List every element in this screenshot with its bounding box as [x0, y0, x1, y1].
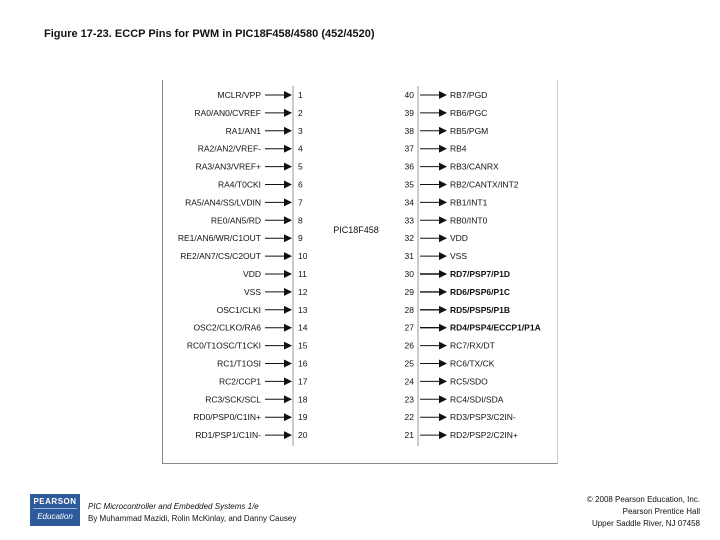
right-pin-number: 29: [404, 286, 414, 297]
left-pin-label: RA5/AN4/SS/LVDIN: [185, 197, 261, 208]
logo-top-text: PEARSON: [33, 497, 77, 506]
left-pin-label: MCLR/VPP: [217, 90, 261, 100]
left-pin-label: RA2/AN2/VREF-: [197, 143, 261, 154]
right-pin-label: RB0/INT0: [450, 215, 488, 226]
left-pin-number: 11: [298, 269, 307, 279]
left-pin-number: 5: [298, 161, 303, 172]
right-pin-label: RB1/INT1: [450, 197, 488, 208]
logo-bottom-text: Education: [37, 512, 73, 521]
book-title: PIC Microcontroller and Embedded Systems 1/e: [88, 502, 259, 511]
right-pin-number: 33: [404, 215, 414, 226]
left-pin-label: VSS: [243, 286, 261, 297]
left-pin-label: RA1/AN1: [225, 125, 261, 136]
right-pin-label: RD6/PSP6/P1C: [450, 286, 510, 297]
right-pin-number: 37: [404, 143, 414, 154]
left-pin-number: 13: [298, 304, 308, 315]
right-pin-label: RD4/PSP4/ECCP1/P1A: [450, 322, 541, 333]
right-pin-number: 24: [404, 376, 414, 387]
right-pin-label: VSS: [450, 251, 468, 262]
right-pin-label: RB5/PGM: [450, 125, 489, 136]
left-pin-number: 4: [298, 143, 303, 154]
left-pin-label: RC2/CCP1: [218, 376, 261, 387]
right-pin-label: RC6/TX/CK: [450, 358, 495, 369]
right-pin-number: 34: [404, 197, 414, 208]
right-pin-label: VDD: [450, 233, 468, 244]
right-pin-number: 25: [404, 358, 414, 369]
right-pin-number: 21: [404, 430, 414, 441]
left-pin-label: RD1/PSP1/C1IN-: [195, 430, 261, 441]
right-pin-label: RB2/CANTX/INT2: [450, 179, 519, 190]
left-pin-label: RA0/AN0/CVREF: [194, 107, 261, 118]
right-pin-number: 26: [404, 340, 414, 351]
right-pin-label: RB7/PGD: [450, 90, 488, 100]
left-pin-label: RA4/T0CKI: [218, 179, 261, 190]
left-pin-number: 17: [298, 376, 308, 387]
left-pin-label: RC0/T1OSC/T1CKI: [186, 340, 261, 351]
left-pin-number: 12: [298, 286, 308, 297]
left-pin-number: 9: [298, 233, 303, 244]
publisher-address: Upper Saddle River, NJ 07458: [591, 519, 700, 528]
right-pin-number: 31: [404, 251, 414, 262]
footer-right: [587, 494, 700, 530]
right-pin-number: 39: [404, 107, 414, 118]
right-pin-number: 23: [404, 394, 414, 405]
right-pin-label: RB6/PGC: [450, 107, 488, 118]
right-pin-number: 28: [404, 304, 414, 315]
left-pin-label: RE1/AN6/WR/C1OUT: [177, 233, 261, 244]
left-pin-label: RC1/T1OSI: [217, 358, 261, 369]
right-pin-number: 40: [404, 90, 414, 100]
right-pin-label: RD2/PSP2/C2IN+: [450, 430, 518, 441]
left-pin-label: RC3/SCK/SCL: [205, 394, 261, 405]
left-pin-number: 1: [298, 90, 303, 100]
right-pin-label: RD5/PSP5/P1B: [450, 304, 510, 315]
copyright-line: © 2008 Pearson Education, Inc.: [586, 495, 700, 504]
right-pin-label: RC7/RX/DT: [450, 340, 495, 351]
chip-name: PIC18F458: [333, 225, 379, 235]
left-pin-number: 20: [298, 430, 308, 441]
right-pin-label: RD3/PSP3/C2IN-: [450, 412, 516, 423]
left-pin-number: 2: [298, 107, 303, 118]
right-pin-label: RB3/CANRX: [450, 161, 499, 172]
left-pin-label: OSC2/CLKO/RA6: [193, 322, 261, 333]
left-pin-number: 14: [298, 322, 308, 333]
right-pin-number: 32: [404, 233, 414, 244]
left-pin-number: 15: [298, 340, 308, 351]
right-pin-number: 30: [404, 269, 414, 279]
right-pin-number: 36: [404, 161, 414, 172]
left-pin-number: 3: [298, 125, 303, 136]
left-pin-number: 19: [298, 412, 308, 423]
right-pin-label: RC5/SDO: [450, 376, 488, 387]
right-pin-number: 22: [404, 412, 414, 423]
right-pin-label: RD7/PSP7/P1D: [450, 269, 510, 279]
right-pin-label: RB4: [450, 143, 467, 154]
left-pin-label: RE0/AN5/RD: [210, 215, 261, 226]
left-pin-label: OSC1/CLKI: [216, 304, 261, 315]
left-pin-label: RE2/AN7/CS/C2OUT: [180, 251, 261, 262]
left-pin-number: 10: [298, 251, 308, 262]
right-pin-number: 35: [404, 179, 414, 190]
logo-divider: [33, 508, 77, 509]
pearson-logo: [30, 494, 80, 526]
right-pin-number: 38: [404, 125, 414, 136]
book-authors: By Muhammad Mazidi, Rolin McKinlay, and Danny Causey: [88, 514, 297, 523]
left-pin-number: 7: [298, 197, 303, 208]
left-pin-number: 18: [298, 394, 308, 405]
left-pin-number: 6: [298, 179, 303, 190]
left-pin-number: 8: [298, 215, 303, 226]
left-pin-label: VDD: [243, 269, 261, 279]
right-pin-label: RC4/SDI/SDA: [450, 394, 504, 405]
publisher-line: Pearson Prentice Hall: [622, 507, 700, 516]
left-pin-label: RA3/AN3/VREF+: [195, 161, 261, 172]
left-pin-label: RD0/PSP0/C1IN+: [193, 412, 261, 423]
figure-title: Figure 17-23. ECCP Pins for PWM in PIC18F458/4580 (452/4520): [44, 28, 375, 40]
left-pin-number: 16: [298, 358, 308, 369]
right-pin-number: 27: [404, 322, 414, 333]
footer-left: [88, 501, 296, 525]
pin-list: [178, 90, 541, 440]
